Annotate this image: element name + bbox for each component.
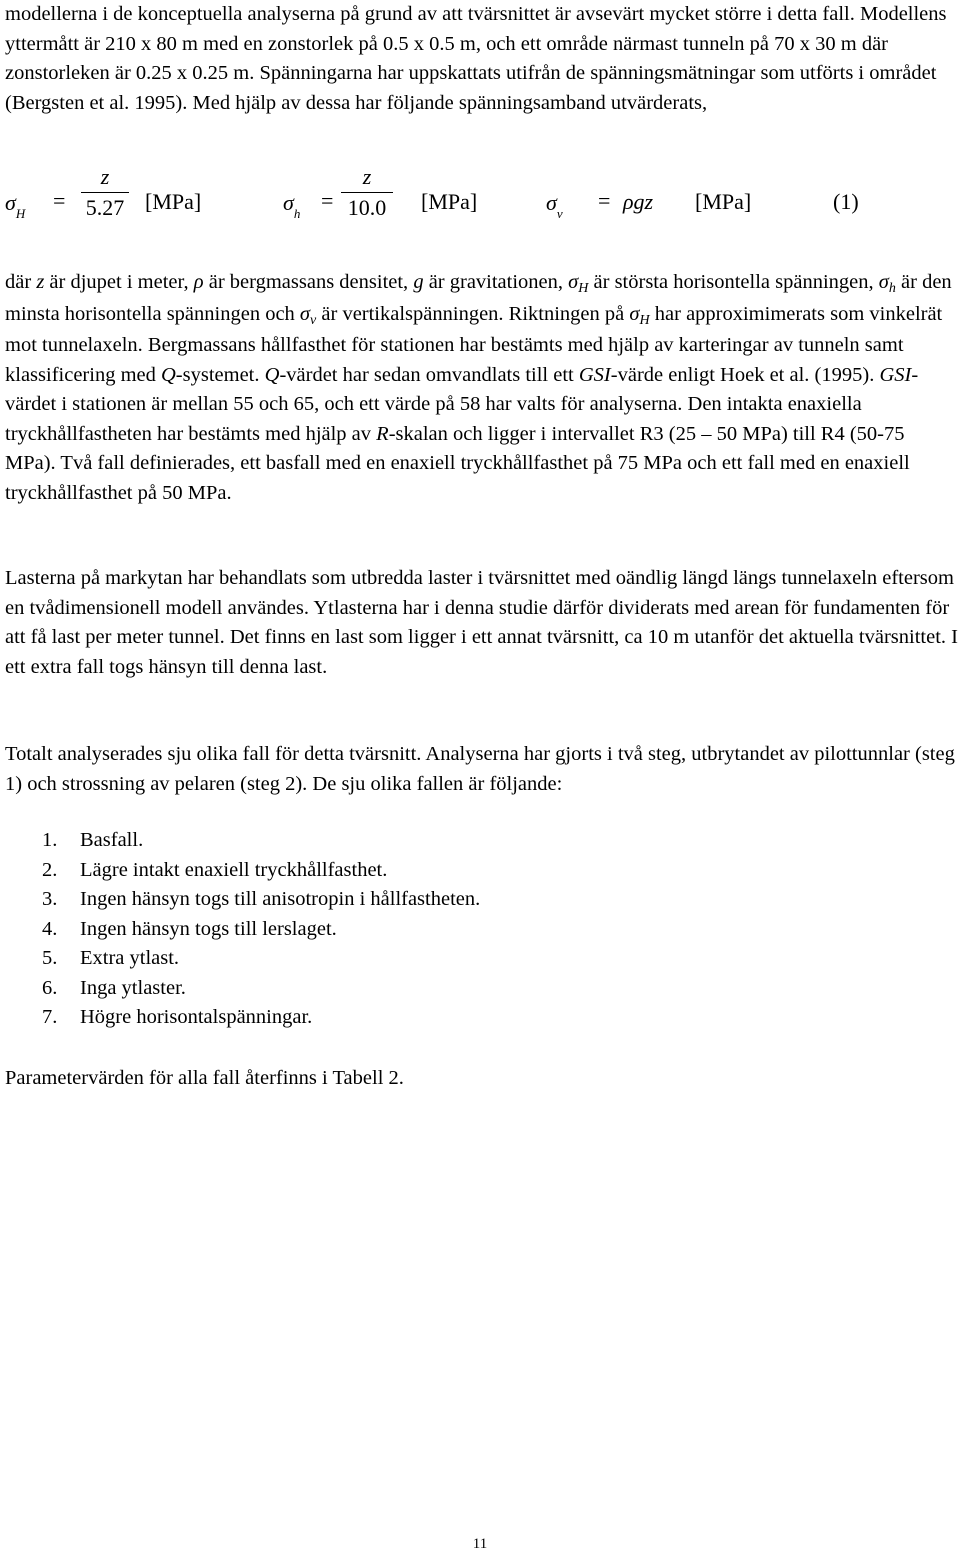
var-rho: ρ bbox=[193, 271, 204, 293]
sigma-symbol: σ bbox=[546, 190, 557, 215]
list-number: 4. bbox=[42, 917, 58, 940]
intro-paragraph: modellerna i de konceptuella analyserna på grund av att tvärsnittet är avsevärt mycket större i detta fall. Modellens yttermått är 210 x 80 m med en zonstorlek på 0.5 x 0.5 m, och ett område närmast tunneln på 70 x 30 m där zonstorleken är 0.25 x 0.25 m. Spänningarna har uppskattats utifrån de spänningsmätningar som utförts i området (Bergsten et al. 1995). Med hjälp av dessa har följande spänningsamband utvärderats, bbox=[5, 3, 947, 114]
sigma-symbol: σ bbox=[878, 271, 889, 293]
list-number: 5. bbox=[42, 947, 58, 969]
var-z: z bbox=[36, 271, 45, 293]
closing-paragraph: Parametervärden för alla fall återfinns i Tabell 2. bbox=[5, 1067, 404, 1089]
list-text: Ingen hänsyn togs till anisotropin i hållfastheten. bbox=[80, 888, 481, 910]
unit-mpa: [MPa] bbox=[695, 189, 752, 214]
list-number: 6. bbox=[42, 976, 58, 999]
list-text: Basfall. bbox=[80, 829, 144, 851]
list-number: 1. bbox=[42, 829, 58, 851]
subscript-H: H bbox=[15, 206, 26, 221]
text: -värde enligt Hoek et al. (1995). bbox=[610, 363, 880, 386]
equation-sigma-v bbox=[546, 188, 563, 221]
definitions-paragraph bbox=[5, 268, 960, 508]
numerator: z bbox=[100, 164, 110, 189]
var-Q: Q bbox=[264, 363, 280, 386]
sigma-symbol: σ bbox=[629, 302, 640, 325]
cases-paragraph: Totalt analyserades sju olika fall för detta tvärsnitt. Analyserna har gjorts i två steg, utbrytandet av pilottunnlar (steg 1) och strossning av pelaren (steg 2). De sju olika fallen är följande: bbox=[5, 743, 955, 795]
equation-number: (1) bbox=[833, 189, 859, 214]
fraction-z-over-10-0 bbox=[341, 162, 393, 222]
list-number: 7. bbox=[42, 1006, 58, 1028]
var-Q: Q bbox=[160, 363, 176, 386]
equals-sign: = bbox=[598, 188, 611, 213]
denominator: 10.0 bbox=[341, 192, 393, 223]
list-text: Inga ytlaster. bbox=[80, 976, 186, 999]
denominator: 5.27 bbox=[81, 192, 129, 223]
text: är den minsta horisontella spänningen och bbox=[5, 271, 952, 325]
list-text: Ingen hänsyn togs till lerslaget. bbox=[80, 917, 337, 940]
var-GSI: GSI bbox=[879, 363, 912, 386]
page-number: 11 bbox=[472, 1536, 488, 1552]
equation-sigma-H bbox=[5, 188, 25, 221]
sigma-symbol: σ bbox=[5, 190, 16, 215]
fraction-z-over-5-27 bbox=[81, 162, 129, 222]
text: där bbox=[5, 271, 37, 293]
equation-sigma-h bbox=[283, 188, 300, 221]
text: -värdet har sedan omvandlats till ett bbox=[279, 363, 579, 386]
list-text: Lägre intakt enaxiell tryckhållfasthet. bbox=[80, 858, 388, 881]
subscript-v: v bbox=[310, 312, 317, 328]
text: är bergmassans densitet, bbox=[203, 271, 414, 293]
subscript-h: h bbox=[888, 281, 896, 296]
text: är djupet i meter, bbox=[44, 271, 194, 293]
equals-sign: = bbox=[321, 188, 334, 213]
sigma-symbol: σ bbox=[283, 190, 294, 215]
text: är gravitationen, bbox=[423, 271, 569, 293]
sigma-symbol: σ bbox=[299, 302, 311, 325]
text: är vertikalspänningen. Riktningen på bbox=[316, 302, 630, 325]
numerator: z bbox=[362, 164, 372, 189]
var-GSI: GSI bbox=[578, 363, 611, 386]
text: har approximimerats som vinkelrät mot tunnelaxeln. Bergmassans hållfasthet för stationen har bestämts med hjälp av karteringar av tunneln samt klassificering med bbox=[5, 302, 943, 386]
subscript-v: v bbox=[556, 206, 563, 221]
sigma-symbol: σ bbox=[568, 271, 579, 293]
loads-paragraph: Lasterna på markytan har behandlats som utbredda laster i tvärsnittet med oändlig längd längs tunnelaxeln eftersom en tvådimensionell modell användes. Ytlasterna har i denna studie därför dividerats med arean för fundamenten för att få last per meter tunnel. Det finns en last som ligger i ett annat tvärsnitt, ca 10 m utanför det aktuella tvärsnittet. I ett extra fall togs hänsyn till denna last. bbox=[5, 567, 958, 678]
unit-mpa: [MPa] bbox=[145, 189, 202, 214]
list-text: Högre horisontalspänningar. bbox=[80, 1006, 313, 1028]
text: -systemet. bbox=[175, 363, 265, 386]
stress-equations bbox=[5, 164, 960, 240]
subscript-H: H bbox=[639, 312, 650, 328]
list-text: Extra ytlast. bbox=[80, 947, 180, 969]
text: -skalan och ligger i intervallet R3 (25 – 50 MPa) till R4 (50-75 MPa). Två fall definierades, ett basfall med en enaxiell tryckhållfasthet på 75 MPa och ett fall med en enaxiell tryckhållfasthet på 50 MPa. bbox=[5, 422, 910, 504]
rho-g-z: ρgz bbox=[623, 189, 654, 214]
var-g: g bbox=[413, 271, 424, 293]
list-number: 3. bbox=[42, 888, 58, 910]
var-R: R bbox=[376, 422, 389, 445]
text: är största horisontella spänningen, bbox=[588, 271, 879, 293]
text: -värdet i stationen är mellan 55 och 65, och ett värde på 58 har valts för analyserna. Den intakta enaxiella tryckhållfastheten har bestämts med hjälp av bbox=[5, 363, 919, 445]
subscript-h: h bbox=[293, 206, 301, 221]
subscript-H: H bbox=[578, 281, 589, 296]
list-number: 2. bbox=[42, 858, 58, 881]
unit-mpa: [MPa] bbox=[421, 189, 478, 214]
equals-sign: = bbox=[53, 188, 66, 213]
